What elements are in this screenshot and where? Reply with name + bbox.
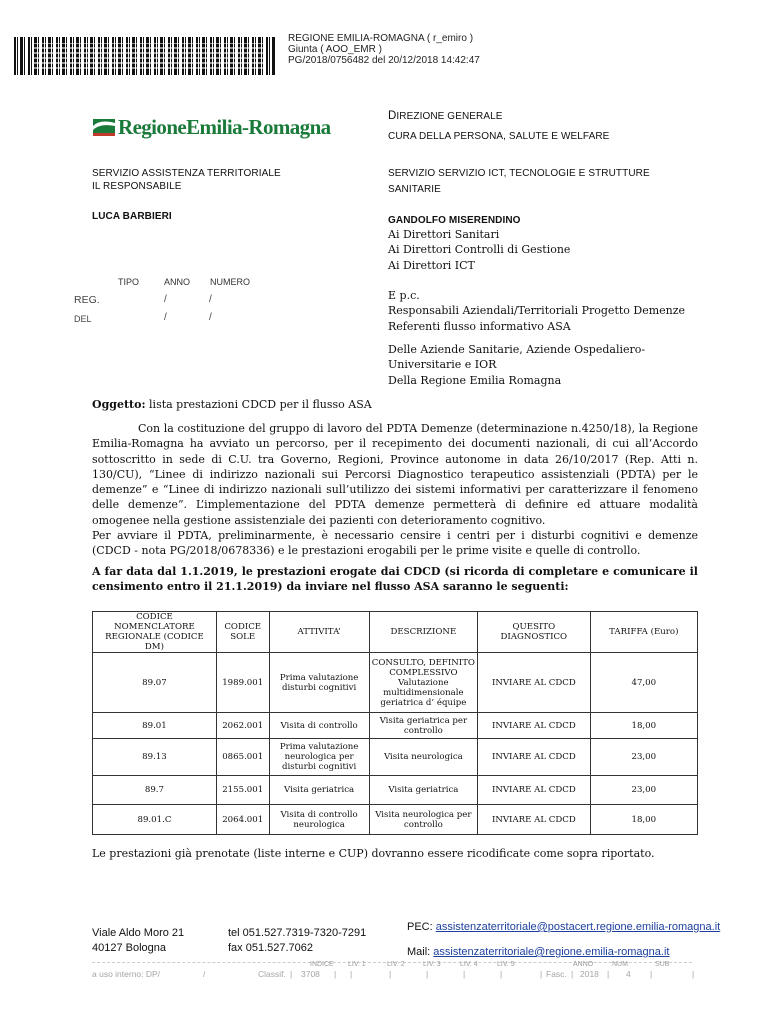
cell-tariffa: 23,00 bbox=[590, 776, 697, 805]
del-label: DEL bbox=[74, 314, 92, 324]
cell-descrizione: Visita neurologica per controllo bbox=[369, 805, 477, 835]
reg-col-numero: NUMERO bbox=[210, 277, 250, 287]
uso-interno: a uso interno: DP/ bbox=[92, 969, 161, 979]
pec-email-link[interactable]: assistenzaterritoriale@postacert.regione.emilia-romagna.it bbox=[435, 921, 721, 933]
cell-codice: 89.07 bbox=[93, 653, 217, 713]
subject-label: Oggetto: bbox=[92, 398, 146, 411]
cell-descrizione: Visita geriatrica bbox=[369, 776, 477, 805]
mail-label: Mail: bbox=[407, 946, 431, 958]
servizio-ict-line-1: SERVIZIO SERVIZIO ICT, TECNOLOGIE E STRUTTURE bbox=[388, 168, 650, 179]
region-flag-icon bbox=[92, 116, 116, 136]
cell-codice: 89.7 bbox=[93, 776, 217, 805]
epc-line: Referenti flusso informativo ASA bbox=[388, 319, 571, 333]
cell-tariffa: 18,00 bbox=[590, 805, 697, 835]
sender-name: GANDOLFO MISERENDINO bbox=[388, 215, 521, 226]
reg-label: REG. bbox=[74, 294, 100, 306]
fasc-num: 4 bbox=[626, 969, 631, 979]
servizio-ict-line-2: SANITARIE bbox=[388, 184, 441, 195]
cell-descrizione: Visita neurologica bbox=[369, 739, 477, 776]
cell-sole: 2064.001 bbox=[216, 805, 269, 835]
del-slash-1: / bbox=[164, 312, 167, 323]
recipients-block bbox=[388, 227, 570, 273]
cell-codice: 89.01 bbox=[93, 713, 217, 739]
epc-block bbox=[388, 288, 685, 334]
cell-quesito: INVIARE AL CDCD bbox=[478, 653, 591, 713]
paragraph-pdta: Per avviare il PDTA, preliminarmente, è necessario censire i centri per i disturbi cognitivi e demenze (CDCD - nota PG/2018/0678336) e le prestazioni erogabili per le prime visite e quelle di controllo. bbox=[92, 529, 698, 558]
protocol-line-2: Giunta ( AOO_EMR ) bbox=[288, 44, 382, 55]
servizio-assistenza-line-2: IL RESPONSABILE bbox=[92, 181, 182, 192]
cell-quesito: INVIARE AL CDCD bbox=[478, 776, 591, 805]
cell-attivita: Visita geriatrica bbox=[269, 776, 369, 805]
header-attivita: ATTIVITA’ bbox=[269, 612, 369, 653]
subject-text: lista prestazioni CDCD per il flusso ASA bbox=[145, 398, 372, 411]
address-city: 40127 Bologna bbox=[92, 942, 167, 954]
cell-codice: 89.13 bbox=[93, 739, 217, 776]
fasc-year: 2018 bbox=[580, 969, 599, 979]
direzione-title: DIREZIONE GENERALE bbox=[388, 110, 503, 122]
recipient-line: Ai Direttori ICT bbox=[388, 258, 475, 272]
footer-address bbox=[92, 926, 184, 956]
protocol-barcode bbox=[14, 37, 276, 75]
subject-line bbox=[92, 398, 372, 411]
cell-quesito: INVIARE AL CDCD bbox=[478, 805, 591, 835]
recipient-line: Ai Direttori Controlli di Gestione bbox=[388, 243, 571, 257]
protocol-line-1: REGIONE EMILIA-ROMAGNA ( r_emiro ) bbox=[288, 33, 474, 44]
epc-label: E p.c. bbox=[388, 289, 420, 302]
cell-attivita: Visita di controllo neurologica bbox=[269, 805, 369, 835]
region-logo bbox=[92, 114, 331, 140]
fax-number: fax 051.527.7062 bbox=[228, 942, 314, 954]
uso-interno-slash: / bbox=[203, 969, 206, 979]
mail-line bbox=[407, 946, 669, 958]
table-row bbox=[93, 713, 698, 739]
header-quesito: QUESITO DIAGNOSTICO bbox=[478, 612, 591, 653]
cell-sole: 2062.001 bbox=[216, 713, 269, 739]
table-row bbox=[93, 739, 698, 776]
pec-line bbox=[407, 921, 720, 933]
cell-descrizione: CONSULTO, DEFINITO COMPLESSIVO Valutazione multidimensionale geriatrica d’ équipe bbox=[369, 653, 477, 713]
paragraph-far-data: A far data dal 1.1.2019, le prestazioni erogate dai CDCD (si ricorda di completare e comunicare il censimento entro il 21.1.2019) da inviare nel flusso ASA saranno le seguenti: bbox=[92, 565, 698, 594]
classif-value: 3708 bbox=[301, 969, 320, 979]
cell-sole: 0865.001 bbox=[216, 739, 269, 776]
table-row bbox=[93, 653, 698, 713]
mail-email-link[interactable]: assistenzaterritoriale@regione.emilia-romagna.it bbox=[433, 946, 670, 958]
cell-quesito: INVIARE AL CDCD bbox=[478, 713, 591, 739]
phone-number: tel 051.527.7319-7320-7291 bbox=[228, 927, 367, 939]
pec-label: PEC: bbox=[407, 921, 433, 933]
del-slash-2: / bbox=[209, 312, 212, 323]
table-header-row bbox=[93, 612, 698, 653]
table-row bbox=[93, 805, 698, 835]
protocol-line-3: PG/2018/0756482 del 20/12/2018 14:42:47 bbox=[288, 55, 480, 66]
logo-text: RegioneEmilia-Romagna bbox=[118, 115, 331, 139]
cell-tariffa: 23,00 bbox=[590, 739, 697, 776]
recipient-line: Ai Direttori Sanitari bbox=[388, 228, 500, 241]
classif-label: Classif. bbox=[258, 969, 286, 979]
paragraph-rebook: Le prestazioni già prenotate (liste interne e CUP) dovranno essere ricodificate come sopra riportato. bbox=[92, 847, 655, 860]
cell-attivita: Prima valutazione neurologica per disturbi cognitivi bbox=[269, 739, 369, 776]
aziende-block bbox=[388, 342, 645, 388]
cell-tariffa: 47,00 bbox=[590, 653, 697, 713]
header-tariffa: TARIFFA (Euro) bbox=[590, 612, 697, 653]
fasc-label: Fasc. bbox=[546, 969, 567, 979]
paragraph-intro: Con la costituzione del gruppo di lavoro del PDTA Demenze (determinazione n.4250/18), la Regione Emilia-Romagna ha avviato un percorso, per il recepimento dei documenti nazionali, di cui all’Accordo sottoscritto in sede di C.U. tra Governo, Regioni, Province autonome in data 26/10/2017 (Rep. Atti n. 130/CU), “Linee di indirizzo nazionali sui Percorsi Diagnostico terapeutico assistenziali (PDTA) per le demenze” e “Linee di indirizzo nazionali sull’utilizzo dei sistemi informativi per caratterizzare il fenomeno delle demenze”. L’implementazione del PDTA demenze permetterà di definire ed attuare modalità omogenee nella gestione assistenziale dei pazienti con deterioramento cognitivo. bbox=[92, 422, 698, 527]
aziende-line: Delle Aziende Sanitarie, Aziende Ospedaliero- bbox=[388, 343, 646, 356]
cell-descrizione: Visita geriatrica per controllo bbox=[369, 713, 477, 739]
servizio-assistenza-line-1: SERVIZIO ASSISTENZA TERRITORIALE bbox=[92, 168, 281, 179]
cell-attivita: Visita di controllo bbox=[269, 713, 369, 739]
header-descrizione: DESCRIZIONE bbox=[369, 612, 477, 653]
reg-col-anno: ANNO bbox=[164, 277, 191, 287]
epc-line: Responsabili Aziendali/Territoriali Progetto Demenze bbox=[388, 304, 686, 318]
aziende-line: Della Regione Emilia Romagna bbox=[388, 373, 562, 387]
protocol-stamp bbox=[288, 33, 480, 66]
reg-slash-1: / bbox=[164, 294, 167, 305]
header-codice-sole: CODICE SOLE bbox=[216, 612, 269, 653]
cell-sole: 2155.001 bbox=[216, 776, 269, 805]
signer-name: LUCA BARBIERI bbox=[92, 211, 172, 222]
footer-phone bbox=[228, 926, 366, 956]
cell-tariffa: 18,00 bbox=[590, 713, 697, 739]
cura-title: CURA DELLA PERSONA, SALUTE E WELFARE bbox=[388, 131, 610, 142]
aziende-line: Universitarie e IOR bbox=[388, 358, 497, 372]
header-codice-nomenclatore: CODICE NOMENCLATORE REGIONALE (CODICE DM) bbox=[93, 612, 217, 653]
cell-codice: 89.01.C bbox=[93, 805, 217, 835]
table-row bbox=[93, 776, 698, 805]
reg-slash-2: / bbox=[209, 294, 212, 305]
cell-sole: 1989.001 bbox=[216, 653, 269, 713]
reg-col-tipo: TIPO bbox=[118, 277, 140, 287]
cell-attivita: Prima valutazione disturbi cognitivi bbox=[269, 653, 369, 713]
prestazioni-table bbox=[92, 611, 698, 835]
address-street: Viale Aldo Moro 21 bbox=[92, 927, 185, 939]
cell-quesito: INVIARE AL CDCD bbox=[478, 739, 591, 776]
